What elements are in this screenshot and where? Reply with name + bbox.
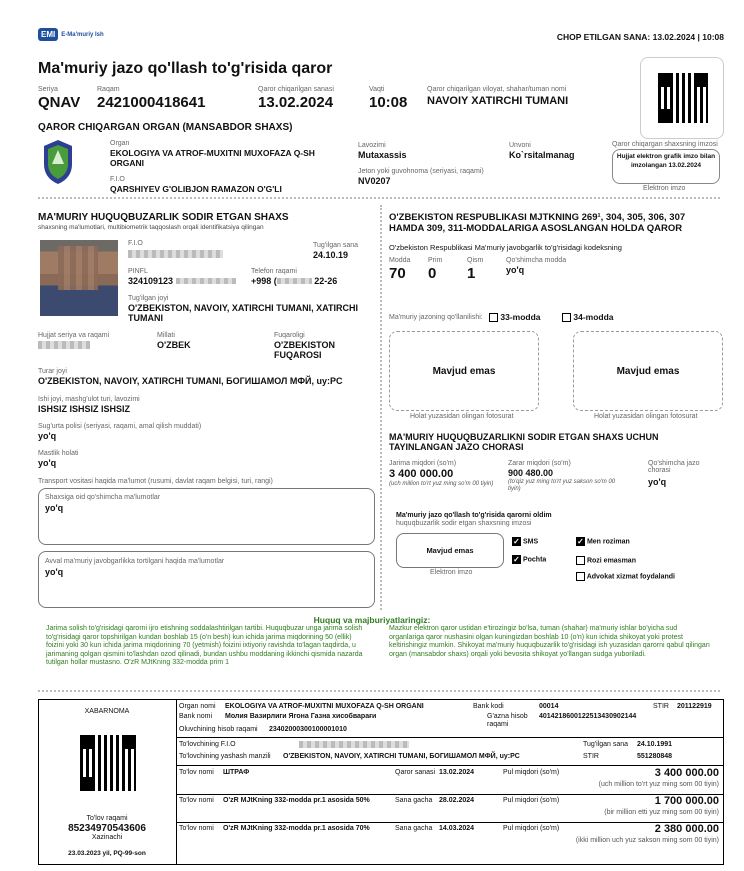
- payment-date-value: 14.03.2024: [439, 825, 475, 832]
- pinfl-label: PINFL: [128, 268, 148, 275]
- phone-value: [251, 276, 337, 286]
- position-value: Mutaxassis: [358, 150, 407, 160]
- rights-left: Jarima solish to'g'risidagi qarorni ijro etishning soddalashtirilgan tartibi. Huquqbuzar unga jarima solish to'g'risidagi qaror topshirilgan kundan boshlab 15 (o'n besh) kun ichida jarima miqdorining 50 (ellik) foizini yoki 30 kun ichida jarima miqdorining 70 (yetmish) foizini ixtiyoriy ravishda to'lagan taqdirda, u jarimaning qolgan qismini to'lashdan ozod qilinadi, bundan ushbu moddaning ikkinchi qismida nazarda tutilgan hollar mustasno. O'zR MJtKning 332-modda prim 1: [46, 625, 363, 667]
- phone-prefix: +998 (: [251, 276, 277, 286]
- pay-number: 85234970543606: [68, 823, 146, 834]
- rights-title: Huquq va majburiyatlaringiz:: [313, 615, 431, 625]
- region-value: NAVOIY XATIRCHI TUMANI: [427, 95, 569, 107]
- citizen-label: Fuqaroligi: [274, 332, 305, 339]
- organ-value: EKOLOGIYA VA ATROF-MUXITNI MUXOFAZA Q-SH ORGANI: [110, 148, 315, 168]
- badge-label: Jeton yoki guvohnoma (seriyasi, raqami): [358, 168, 484, 175]
- logo-badge: EMI: [38, 28, 58, 41]
- qism-label: Qism: [467, 257, 484, 264]
- payment-type-value: O'zR MJtKning 332-modda pr.1 asosida 50%: [223, 797, 370, 804]
- photo-2-text: Mavjud emas: [616, 365, 680, 377]
- n-bankcode-label: Bank kodi: [473, 703, 504, 710]
- pinfl-number: 324109123: [128, 276, 174, 286]
- checkbox-34[interactable]: [562, 313, 571, 322]
- n-payer-birth-label: Tug'ilgan sana: [583, 741, 629, 748]
- citizen-value: O'ZBEKISTON FUQAROSI: [274, 340, 335, 360]
- payment-date-label: Qaror sanasi: [395, 769, 436, 776]
- notice-qr-icon: [80, 735, 136, 791]
- n-bank-value: Молия Вазирлиги Ягона Газна хисобварағи: [225, 713, 377, 720]
- n-payer-label: To'lovchining F.I.O: [179, 741, 236, 748]
- birth-label: Tug'ilgan sana: [313, 242, 359, 249]
- penalty-heading: MA'MURIY HUQUQBUZARLIKNI SODIR ETGAN SHAXS UCHUN TAYINLANGAN JAZO CHORASI: [389, 432, 659, 452]
- doc-blur: [38, 341, 90, 349]
- payment-date-label: Sana gacha: [395, 797, 433, 804]
- n-recv-value: 23402000300100001010: [269, 726, 347, 733]
- notice-split: [176, 699, 177, 865]
- payment-date-value: 28.02.2024: [439, 797, 475, 804]
- esign-label: Elektron imzo: [643, 185, 686, 192]
- offender-fio-label: F.I.O: [128, 240, 143, 247]
- notice-heading: XABARNOMA: [84, 708, 130, 715]
- n-treasury-value: 401421860012251343090214​4: [539, 713, 637, 720]
- fine-value: 3 400 000.00: [389, 468, 454, 480]
- n-addr-label: To'lovchining yashash manzili: [179, 753, 271, 760]
- divider-2: [38, 690, 720, 692]
- extra-info-label: Shaxsiga oid qo'shimcha ma'lumotlar: [45, 494, 161, 501]
- damage-label: Zarar miqdori (so'm): [508, 460, 571, 467]
- n-organ-value: EKOLOGIYA VA ATROF-MUXITNI MUXOFAZA Q-SH ORGANI: [225, 703, 424, 710]
- agree-label: Men roziman: [586, 538, 630, 546]
- payment-sum-words: (uch million to'rt yuz ming som 00 tiyin): [598, 781, 719, 788]
- sms-checkbox[interactable]: ✓: [513, 537, 520, 546]
- position-label: Lavozimi: [358, 142, 386, 149]
- job-label: Ishi joyi, mashg'ulot turi, lavozimi: [38, 396, 140, 403]
- phone-label: Telefon raqami: [251, 268, 297, 275]
- extra-penalty-label: Qo'shimcha jazo chorasi: [648, 460, 700, 474]
- opt-34[interactable]: [562, 312, 614, 322]
- badge-value: NV0207: [358, 176, 391, 186]
- rank-value: Ko`rsitalmanag: [509, 150, 575, 160]
- payment-type-value: ШТРАФ: [223, 769, 250, 776]
- fio-value: QARSHIYEV G'OLIBJON RAMAZON O'G'LI: [110, 184, 282, 194]
- pinfl-blur: [176, 278, 236, 284]
- payment-row: [179, 767, 719, 793]
- payment-sum-value: 1 700 000.00: [654, 795, 719, 807]
- lawyer-label: Advokat xizmat foydalandi: [586, 573, 675, 581]
- payment-type-label: To'lov nomi: [179, 797, 214, 804]
- phone-suffix: 22-26: [314, 276, 338, 286]
- payment-type-value: O'zR MJtKning 332-modda pr.1 asosida 70%: [223, 825, 370, 832]
- extra-article-label: Qo'shimcha modda: [506, 257, 567, 264]
- payment-sum-words: (ikki million uch yuz sakson ming som 00 tiyin): [575, 837, 719, 844]
- notice-sub: huquqbuzarlik sodir etgan shaxsning imzosi: [396, 520, 532, 527]
- payment-row: [179, 795, 719, 821]
- payment-date-value: 13.02.2024: [439, 769, 475, 776]
- birthplace-label: Tug'ilgan joyi: [128, 295, 169, 302]
- time-label: Vaqti: [369, 86, 385, 93]
- page-title: Ma'muriy jazo qo'llash to'g'risida qaror: [38, 60, 333, 77]
- extra-penalty-value: yo'q: [648, 477, 667, 487]
- payment-type-label: To'lov nomi: [179, 825, 214, 832]
- payment-sum-value: 2 380 000.00: [654, 823, 719, 835]
- column-divider: [380, 205, 382, 610]
- photo-1-text: Mavjud emas: [432, 365, 496, 377]
- address-label: Turar joyi: [38, 368, 67, 375]
- payment-type-label: To'lov nomi: [179, 769, 214, 776]
- logo-name: E-Ma'muriy Ish: [61, 31, 104, 38]
- applied-label: Ma'muriy jazoning qo'llanilishi:: [389, 314, 483, 321]
- agree-checkbox[interactable]: ✓: [577, 537, 584, 546]
- date-label: Qaror chiqarilgan sanasi: [258, 86, 334, 93]
- prim-label: Prim: [428, 257, 443, 264]
- transport-label: Transport vositasi haqida ma'lumot (rusumi, davlat raqam belgisi, turi, rangi): [38, 478, 273, 485]
- emi-logo: [38, 28, 104, 41]
- avatar: [40, 240, 118, 316]
- seria-value: QNAV: [38, 94, 81, 111]
- disability-label: Mastlik holati: [38, 450, 79, 457]
- payment-sum-label: Pul miqdori (so'm): [503, 797, 560, 804]
- treasury-label: Xazinachi: [91, 834, 123, 841]
- time-value: 10:08: [369, 94, 408, 111]
- code-label: O'zbekiston Respublikasi Ma'muriy javobgarlik to'g'risidagi kodeksning: [389, 243, 622, 252]
- photo-box-1: [389, 331, 539, 411]
- offender-fio-blur: [128, 250, 223, 258]
- mail-checkbox[interactable]: ✓: [513, 555, 520, 564]
- nation-value: O'ZBEK: [157, 340, 191, 350]
- checkbox-33[interactable]: [489, 313, 498, 322]
- payment-sum-words: (bir million etti yuz ming som 00 tiyin): [604, 809, 719, 816]
- law-reference: 23.03.2023 yil, PQ-99-son: [68, 850, 146, 857]
- line-1: [176, 737, 724, 738]
- payment-sum-label: Pul miqdori (so'm): [503, 769, 560, 776]
- damage-words: (to'qiz yuz ming to'rt yuz sakson so'm 00 tiyin): [508, 479, 616, 492]
- nation-label: Millati: [157, 332, 175, 339]
- organ-label: Organ: [110, 140, 130, 147]
- n-bankcode-value: 00014: [539, 703, 559, 710]
- payment-sum-label: Pul miqdori (so'm): [503, 825, 560, 832]
- mail-label: Pochta: [522, 556, 547, 564]
- insurance-label: Sug'urta polisi (seriyasi, raqami, amal qilish muddati): [38, 423, 202, 430]
- disability-value: yo'q: [38, 458, 57, 468]
- qism-value: 1: [467, 265, 476, 282]
- photo-1-label: Holat yuzasidan olingan fotosurat: [410, 413, 514, 420]
- payment-sum-value: 3 400 000.00: [654, 767, 719, 779]
- agree-option[interactable]: [576, 537, 630, 546]
- offender-sign-box: [396, 533, 504, 568]
- date-value: 13.02.2024: [258, 94, 334, 111]
- payment-row: [179, 823, 719, 849]
- birth-value: 24.10.19: [313, 250, 349, 260]
- opt-34-label: 34-modda: [573, 312, 614, 322]
- prev-info-label: Avval ma'muriy javobgarlikka tortilgani haqida ma'lumotlar: [45, 558, 225, 565]
- address-value: O'ZBEKISTON, NAVOIY, XATIRCHI TUMANI, БОГИШАМОЛ МФЙ, uy:PC: [38, 376, 343, 386]
- sms-option[interactable]: [512, 537, 538, 546]
- payer-addr-row: [179, 753, 719, 760]
- birthplace-value: O'ZBEKISTON, NAVOIY, XATIRCHI TUMANI, XATIRCHI TUMANI: [128, 303, 358, 323]
- disagree-option[interactable]: [576, 556, 636, 565]
- face-blur: [58, 246, 98, 290]
- shield-icon: [42, 138, 74, 186]
- offender-heading: MA'MURIY HUQUQBUZARLIK SODIR ETGAN SHAXS: [38, 212, 289, 223]
- fine-words: (uch million to'rt yuz ming so'm 00 tiyin): [389, 481, 494, 487]
- signature-text: Hujjat elektron grafik imzo bilan imzolangan 13.02.2024: [616, 153, 716, 169]
- doc-label: Hujjat seriya va raqami: [38, 332, 110, 339]
- number-label: Raqam: [97, 86, 120, 93]
- payment-date-label: Sana gacha: [395, 825, 433, 832]
- lawyer-checkbox[interactable]: [576, 572, 585, 581]
- n-recv-label: Oluvchining hisob raqami: [179, 726, 258, 733]
- extra-info-value: yo'q: [45, 503, 64, 513]
- organ-row: [179, 703, 719, 710]
- sign-label: Qaror chiqargan shaxsning imzosi: [612, 141, 718, 148]
- modda-value: 70: [389, 265, 406, 282]
- phone-blur: [277, 278, 312, 284]
- n-organ-label: Organ nomi: [179, 703, 216, 710]
- fine-label: Jarima miqdori (so'm): [389, 460, 457, 467]
- extra-article-value: yo'q: [506, 265, 525, 275]
- disagree-checkbox[interactable]: [576, 556, 585, 565]
- modda-label: Modda: [389, 257, 411, 264]
- sms-label: SMS: [522, 538, 539, 546]
- prim-value: 0: [428, 265, 437, 282]
- damage-value: 900 480.00: [508, 468, 554, 478]
- n-treasury-label: G'azna hisob raqami: [487, 713, 528, 728]
- n-bank-label: Bank nomi: [179, 713, 213, 720]
- offender-esign-label: Elektron imzo: [430, 569, 473, 576]
- rank-label: Unvoni: [509, 142, 531, 149]
- n-payer-blur: [299, 741, 409, 748]
- organ-heading: QAROR CHIQARGAN ORGAN (MANSABDOR SHAXS): [38, 122, 293, 133]
- n-addr-value: O'ZBEKISTON, NAVOIY, XATIRCHI TUMANI, БОГИШАМОЛ МФЙ, uy:PC: [283, 753, 520, 760]
- lawyer-option[interactable]: [576, 572, 675, 581]
- job-value: ISHSIZ ISHSIZ ISHSIZ: [38, 404, 131, 414]
- bank-row: [179, 713, 719, 728]
- pay-label: To'lov raqami: [86, 815, 128, 822]
- recv-row: [179, 726, 719, 733]
- number-value: 2421000418641: [97, 94, 206, 111]
- disagree-label: Rozi emasman: [586, 557, 636, 565]
- n-stir-label: STIR: [653, 703, 669, 710]
- divider-1: [38, 197, 720, 199]
- region-label: Qaror chiqarilgan viloyat, shahar/tuman nomi: [427, 86, 567, 93]
- offender-subheading: shaxsning ma'lumotlari, multibiometrik taqqoslash orqali identifikatsiya qilingan: [38, 224, 264, 231]
- mail-option[interactable]: [512, 555, 546, 564]
- notice-title: Ma'muriy jazo qo'llash to'g'risida qarorni oldim: [396, 512, 552, 519]
- qr-code-icon: [658, 73, 708, 123]
- qr-box: [640, 57, 724, 139]
- offender-sign-text: Mavjud emas: [426, 546, 474, 555]
- opt-33[interactable]: [489, 312, 541, 322]
- fio-label: F.I.O: [110, 176, 125, 183]
- insurance-value: yo'q: [38, 431, 57, 441]
- line-2: [176, 765, 724, 766]
- seria-label: Seriya: [38, 86, 58, 93]
- prev-info-value: yo'q: [45, 567, 64, 577]
- print-date: CHOP ETILGAN SANA: 13.02.2024 | 10:08: [556, 32, 724, 42]
- n-payer-birth-value: 24.10.1991: [637, 741, 673, 748]
- photo-2-label: Holat yuzasidan olingan fotosurat: [594, 413, 698, 420]
- pinfl-value: [128, 276, 236, 286]
- n-payer-stir-value: 551280848: [637, 753, 673, 760]
- article-heading: O'ZBEKISTON RESPUBLIKASI MJTKNING 269¹, 304, 305, 306, 307 HAMDA 309, 311-MODDALARIGA ASOSLANGAN HOLDA QAROR: [389, 212, 686, 234]
- rights-right: Mazkur elektron qaror ustidan e'tirozingiz bo'lsa, tuman (shahar) ma'muriy ishlar bo'yicha sud organlariga qaror nushasini olgan kuningizdan boshlab 10 (o'n) kun ichida shikoyat yoki protest keltirishingiz mumkin. Shikoyat ma'muriy huquqbuzarlik to'g'risidagi ish yuzasidan qarorni qabul qilingan organ (mansabdor shaxs) orqali yoki bevosita shikoyat yo'llangan sudga yuboriladi.: [389, 625, 710, 658]
- n-payer-stir-label: STIR: [583, 753, 599, 760]
- payer-row: [179, 741, 719, 748]
- n-stir-value: 201122919: [677, 703, 712, 710]
- opt-33-label: 33-modda: [500, 312, 541, 322]
- photo-box-2: [573, 331, 723, 411]
